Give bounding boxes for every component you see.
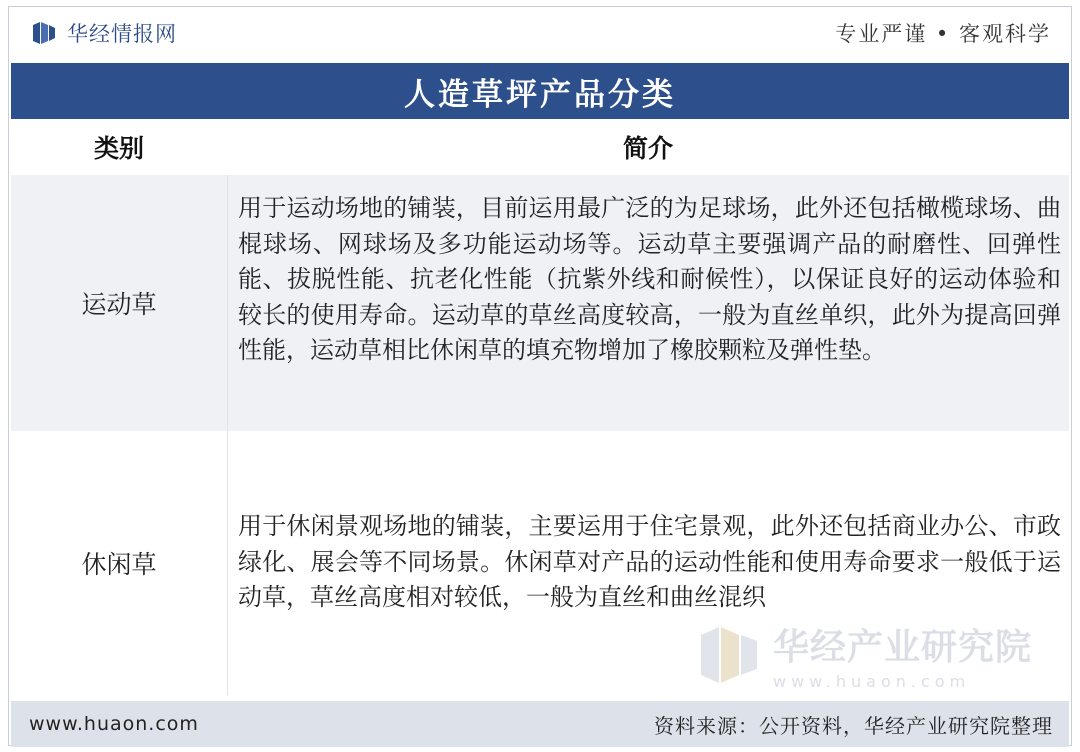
description-cell: 用于休闲景观场地的铺装，主要运用于住宅景观，此外还包括商业办公、市政绿化、展会等不同场景。休闲草对产品的运动性能和使用寿命要求一般低于运动草，草丝高度相对较低，一般为直丝和曲丝混织 [238,512,1061,612]
footer-url[interactable]: www.huaon.com [29,713,199,735]
footer [11,701,1069,747]
brand [31,18,177,48]
watermark-url: www.huaon.com [773,672,971,691]
table-header [11,119,1069,175]
category-cell: 休闲草 [11,431,228,695]
huajing-logo-icon [31,20,57,46]
classification-table [11,119,1069,695]
document-frame [8,6,1072,746]
watermark-name: 华经产业研究院 [773,627,1033,668]
page-title: 人造草坪产品分类 [404,76,676,113]
slogan: 专业严谨 • 客观科学 [835,22,1051,46]
table-row [11,175,1069,431]
title-bar [11,63,1069,119]
header-category: 类别 [93,134,144,163]
brand-name: 华经情报网 [67,22,177,46]
description-cell: 用于运动场地的铺装，目前运用最广泛的为足球场，此外还包括橄榄球场、曲棍球场、网球场及多功能运动场等。运动草主要强调产品的耐磨性、回弹性能、拔脱性能、抗老化性能（抗紫外线和耐候性），以保证良好的运动体验和较长的使用寿命。运动草的草丝高度较高，一般为直丝单织，此外为提高回弹性能，运动草相比休闲草的填充物增加了橡胶颗粒及弹性垫。 [238,194,1061,365]
huajing-watermark-logo-icon [697,623,761,687]
header-description: 简介 [622,134,673,163]
watermark [697,619,1032,691]
top-bar [9,7,1071,59]
source-note: 资料来源：公开资料，华经产业研究院整理 [654,713,1053,738]
watermark-text [773,619,1032,691]
category-cell: 运动草 [11,175,228,431]
